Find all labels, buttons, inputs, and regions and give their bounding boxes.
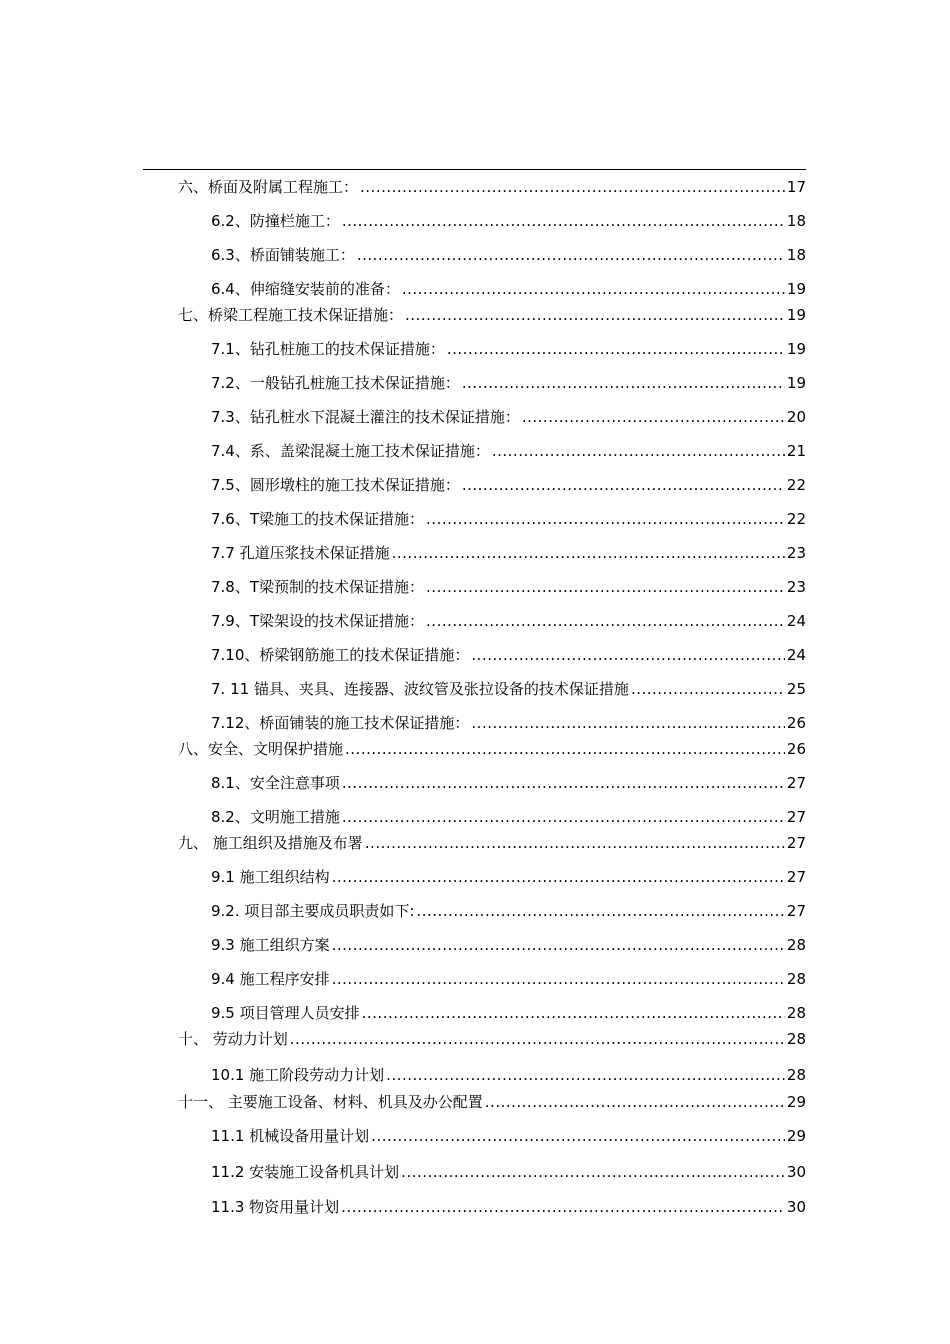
toc-page-number: 17 (786, 178, 806, 196)
toc-entry[interactable] (211, 1197, 806, 1217)
dot-leader (631, 679, 785, 699)
toc-entry-label: 六、桥面及附属工程施工： (178, 178, 359, 196)
toc-page-number: 22 (786, 510, 806, 528)
toc-entry-label: 9.4 施工程序安排 (211, 970, 330, 988)
toc-page-number: 19 (786, 306, 806, 324)
toc-entry-label: 11.3 物资用量计划 (211, 1198, 340, 1216)
toc-entry[interactable] (211, 935, 806, 955)
dot-leader (522, 407, 785, 427)
dot-leader (447, 339, 785, 359)
toc-entry[interactable] (211, 441, 806, 461)
dot-leader (332, 935, 785, 955)
toc-entry[interactable] (211, 1065, 806, 1085)
toc-entry[interactable] (178, 739, 806, 759)
toc-page-number: 20 (786, 408, 806, 426)
toc-page-number: 28 (786, 1066, 806, 1084)
toc-page-number: 30 (786, 1163, 806, 1181)
dot-leader (345, 739, 785, 759)
toc-entry[interactable] (211, 679, 806, 699)
dot-leader (462, 475, 785, 495)
toc-entry-label: 7. 11 锚具、夹具、连接器、波纹管及张拉设备的技术保证措施 (211, 680, 629, 698)
toc-page-number: 27 (786, 834, 806, 852)
toc-entry-label: 10.1 施工阶段劳动力计划 (211, 1066, 385, 1084)
toc-entry-label: 7.1、钻孔桩施工的技术保证措施： (211, 340, 445, 358)
toc-entry-label: 十一、 主要施工设备、材料、机具及办公配置 (178, 1093, 483, 1111)
dot-leader (371, 1126, 785, 1146)
toc-entry-label: 7.12、桥面铺装的施工技术保证措施： (211, 714, 470, 732)
toc-entry[interactable] (178, 1092, 806, 1112)
toc-entry-label: 9.2. 项目部主要成员职责如下: (211, 902, 415, 920)
toc-entry[interactable] (211, 969, 806, 989)
toc-page-number: 28 (786, 936, 806, 954)
toc-entry-label: 七、桥梁工程施工技术保证措施： (178, 306, 404, 324)
toc-page-number: 21 (786, 442, 806, 460)
toc-entry-label: 九、 施工组织及措施及布署 (178, 834, 363, 852)
toc-entry-label: 7.8、T梁预制的技术保证措施： (211, 578, 425, 596)
toc-entry-label: 7.10、桥梁钢筋施工的技术保证措施： (211, 646, 470, 664)
toc-entry[interactable] (211, 1003, 806, 1023)
toc-entry-label: 6.3、桥面铺装施工： (211, 246, 355, 264)
toc-entry-label: 7.3、钻孔桩水下混凝土灌注的技术保证措施： (211, 408, 520, 426)
toc-page-number: 19 (786, 280, 806, 298)
toc-page-number: 29 (786, 1127, 806, 1145)
dot-leader (341, 1197, 785, 1217)
toc-page-number: 27 (786, 774, 806, 792)
dot-leader (462, 373, 785, 393)
toc-entry[interactable] (211, 1162, 806, 1182)
toc-entry-label: 8.2、文明施工措施 (211, 808, 340, 826)
toc-page-number: 18 (786, 212, 806, 230)
dot-leader (405, 305, 785, 325)
dot-leader (471, 713, 785, 733)
toc-page-number: 28 (786, 1004, 806, 1022)
dot-leader (360, 177, 785, 197)
toc-entry[interactable] (178, 305, 806, 325)
toc-page-number: 27 (786, 868, 806, 886)
toc-entry-label: 9.1 施工组织结构 (211, 868, 330, 886)
dot-leader (392, 543, 785, 563)
dot-leader (365, 833, 785, 853)
dot-leader (402, 279, 785, 299)
toc-entry-label: 11.2 安装施工设备机具计划 (211, 1163, 400, 1181)
toc-entry[interactable] (211, 713, 806, 733)
toc-entry-label: 十、 劳动力计划 (178, 1030, 288, 1048)
dot-leader (426, 509, 785, 529)
toc-entry[interactable] (211, 1126, 806, 1146)
toc-entry[interactable] (211, 773, 806, 793)
dot-leader (362, 1003, 785, 1023)
toc-entry-label: 6.4、伸缩缝安装前的准备： (211, 280, 400, 298)
toc-page-number: 19 (786, 340, 806, 358)
dot-leader (332, 969, 785, 989)
toc-entry[interactable] (211, 509, 806, 529)
dot-leader (485, 1092, 785, 1112)
dot-leader (401, 1162, 785, 1182)
toc-page-number: 26 (786, 714, 806, 732)
toc-entry-label: 7.7 孔道压浆技术保证措施 (211, 544, 390, 562)
toc-entry[interactable] (211, 339, 806, 359)
toc-entry-label: 八、安全、文明保护措施 (178, 740, 344, 758)
toc-page-number: 27 (786, 902, 806, 920)
toc-entry[interactable] (211, 611, 806, 631)
toc-entry-label: 7.5、圆形墩柱的施工技术保证措施： (211, 476, 460, 494)
toc-entry[interactable] (178, 1029, 806, 1049)
toc-page-number: 24 (786, 612, 806, 630)
dot-leader (416, 901, 784, 921)
toc-entry-label: 7.2、一般钻孔桩施工技术保证措施： (211, 374, 460, 392)
toc-entry-label: 6.2、防撞栏施工： (211, 212, 340, 230)
toc-entry-label: 7.6、T梁施工的技术保证措施： (211, 510, 425, 528)
toc-entry-label: 7.9、T梁架设的技术保证措施： (211, 612, 425, 630)
toc-entry[interactable] (211, 211, 806, 231)
toc-entry[interactable] (211, 279, 806, 299)
toc-page-number: 28 (786, 970, 806, 988)
toc-page-number: 30 (786, 1198, 806, 1216)
toc-entry-label: 11.1 机械设备用量计划 (211, 1127, 370, 1145)
dot-leader (492, 441, 785, 461)
dot-leader (332, 867, 785, 887)
toc-page-number: 23 (786, 544, 806, 562)
toc-page-number: 25 (786, 680, 806, 698)
toc-entry[interactable] (211, 475, 806, 495)
dot-leader (386, 1065, 785, 1085)
dot-leader (342, 211, 785, 231)
dot-leader (342, 807, 785, 827)
toc-entry-label: 8.1、安全注意事项 (211, 774, 340, 792)
dot-leader (290, 1029, 785, 1049)
toc-page-number: 26 (786, 740, 806, 758)
toc-entry[interactable] (211, 901, 806, 921)
toc-page-number: 27 (786, 808, 806, 826)
toc-page-number: 29 (786, 1093, 806, 1111)
toc-entry[interactable] (211, 867, 806, 887)
toc-page-number: 18 (786, 246, 806, 264)
toc-entry-label: 7.4、系、盖梁混凝土施工技术保证措施： (211, 442, 490, 460)
dot-leader (426, 611, 785, 631)
toc-page-number: 24 (786, 646, 806, 664)
toc-page-number: 23 (786, 578, 806, 596)
toc-entry[interactable] (211, 807, 806, 827)
toc-page-number: 22 (786, 476, 806, 494)
toc-entry-label: 9.3 施工组织方案 (211, 936, 330, 954)
dot-leader (426, 577, 785, 597)
toc-entry[interactable] (211, 543, 806, 563)
toc-entry[interactable] (211, 373, 806, 393)
toc-entry-label: 9.5 项目管理人员安排 (211, 1004, 360, 1022)
toc-page-number: 19 (786, 374, 806, 392)
toc-entry[interactable] (211, 407, 806, 427)
dot-leader (342, 773, 785, 793)
toc-entry[interactable] (178, 177, 806, 197)
toc-entry[interactable] (178, 833, 806, 853)
toc-entry[interactable] (211, 645, 806, 665)
toc-entry[interactable] (211, 577, 806, 597)
dot-leader (357, 245, 785, 265)
dot-leader (471, 645, 785, 665)
toc-page-number: 28 (786, 1030, 806, 1048)
toc-entry[interactable] (211, 245, 806, 265)
